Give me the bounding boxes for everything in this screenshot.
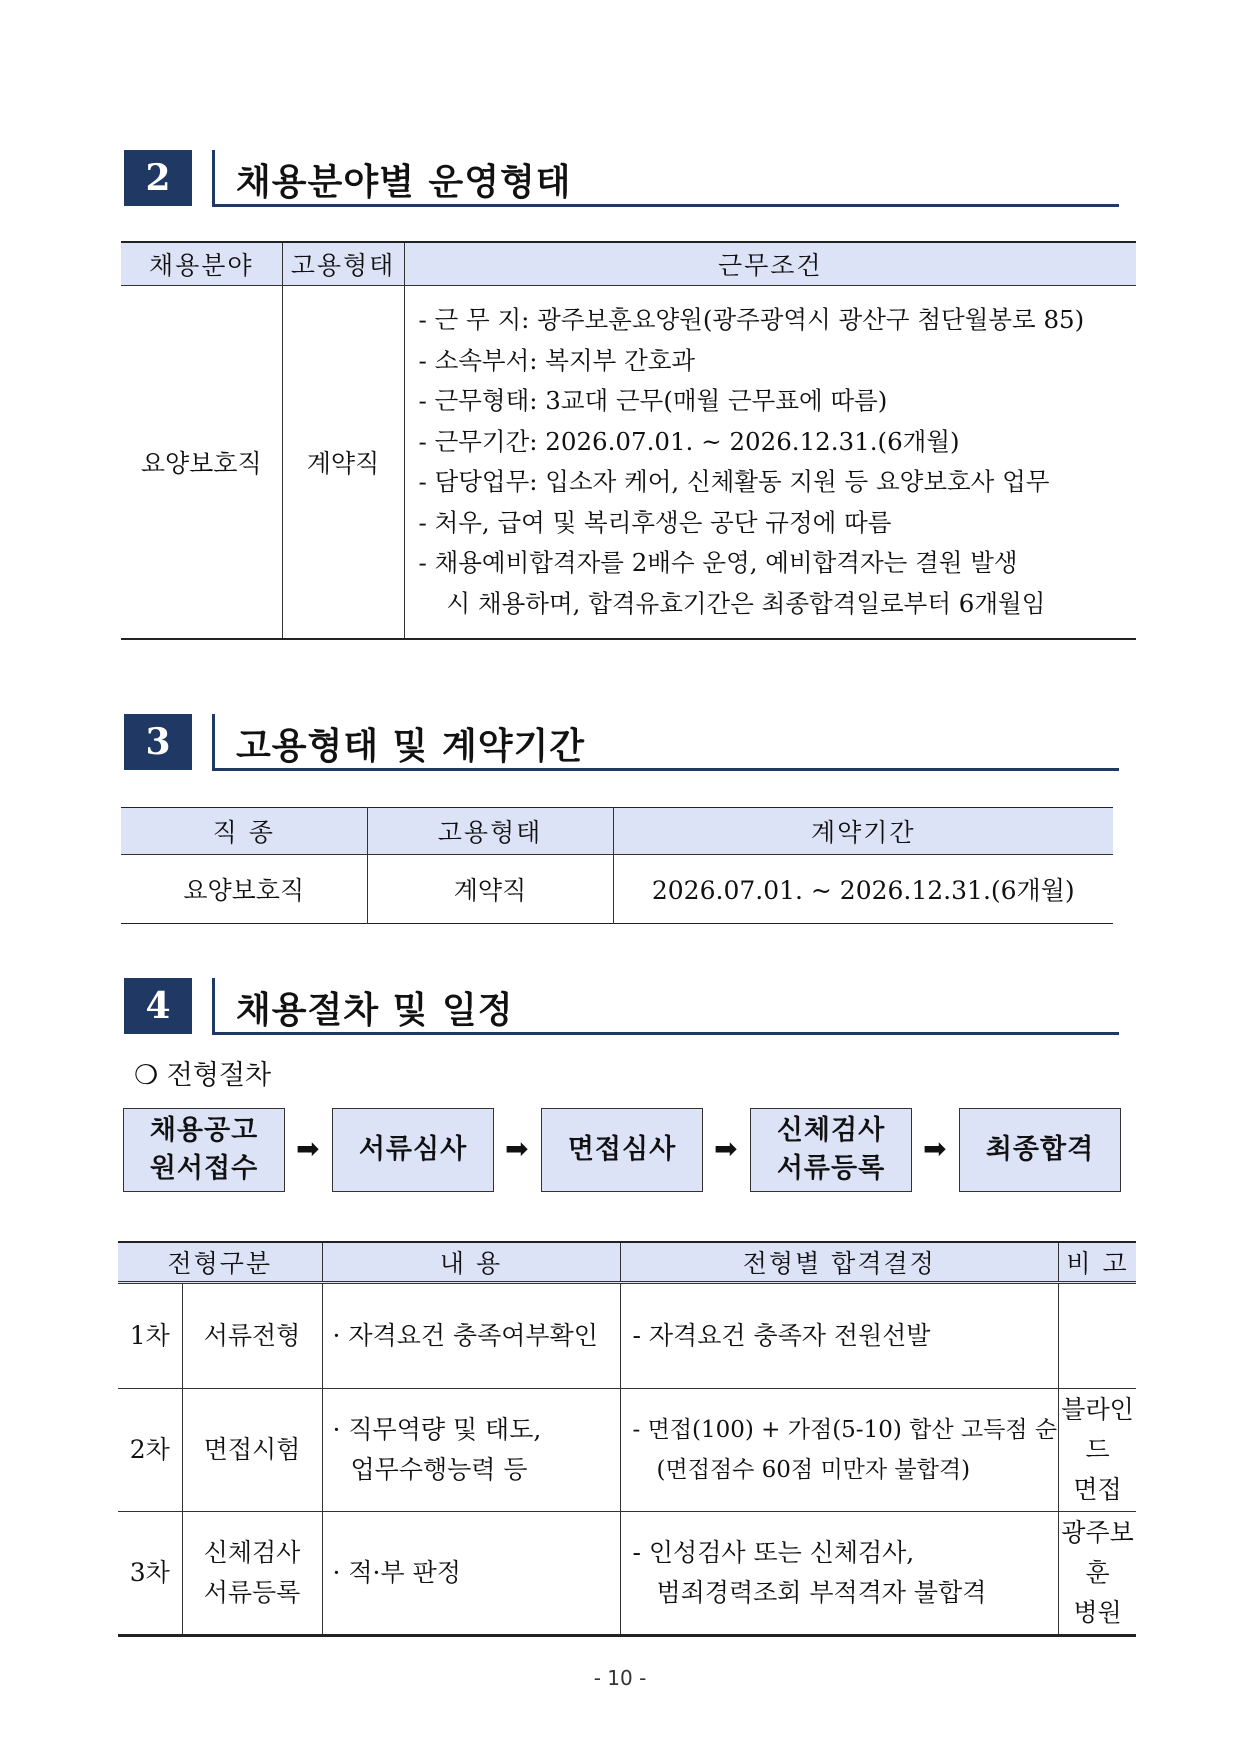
section-3-header (124, 714, 1124, 772)
section-title: 고용형태 및 계약기간 (236, 726, 586, 767)
condition-line: - 근무기간: 2026.07.01. ~ 2026.12.31.(6개월) (418, 426, 960, 456)
recruitment-field-table (121, 241, 1136, 640)
stage-content: · 자격요건 충족여부확인 (322, 1283, 620, 1389)
section-title: 채용절차 및 일정 (236, 990, 514, 1031)
flow-step-line: 신체검사 (776, 1115, 886, 1146)
stage-note: 블라인드 면접 (1059, 1389, 1136, 1512)
condition-line: - 근 무 지: 광주보훈요양원(광주광역시 광산구 첨단월봉로 85) (418, 305, 1085, 334)
flow-step-line: 원서접수 (149, 1153, 259, 1184)
employment-cell: 계약직 (367, 855, 613, 924)
flow-step-line: 면접심사 (567, 1134, 677, 1165)
period-cell: 2026.07.01. ~ 2026.12.31.(6개월) (613, 855, 1113, 924)
flow-step-application (123, 1108, 285, 1192)
flow-step-physical (750, 1108, 912, 1192)
condition-line: - 처우, 급여 및 복리후생은 공단 규정에 따름 (418, 507, 892, 537)
flow-step-line: 최종합격 (985, 1134, 1095, 1165)
employment-cell: 계약직 (282, 286, 404, 640)
header-pass-decision: 전형별 합격결정 (620, 1242, 1059, 1283)
header-conditions: 근무조건 (404, 242, 1136, 286)
section-divider (212, 150, 215, 206)
stage-number: 1차 (118, 1283, 182, 1389)
stage-name: 신체검사 서류등록 (182, 1512, 322, 1636)
arrow-right-icon: ➡ (923, 1132, 947, 1165)
header-note: 비 고 (1059, 1242, 1136, 1283)
header-content: 내 용 (322, 1242, 620, 1283)
stage-pass-rule: - 면접(100) + 가점(5-10) 합산 고득점 순 (면접점수 60점 미만자 불합격) (620, 1389, 1059, 1512)
header-employment: 고용형태 (282, 242, 404, 286)
stage-content: · 직무역량 및 태도, 업무수행능력 등 (322, 1389, 620, 1512)
section-number: 3 (124, 714, 192, 770)
field-cell: 요양보호직 (121, 286, 282, 640)
stage-content: · 적·부 판정 (322, 1512, 620, 1636)
stage-pass-rule: - 인성검사 또는 신체검사, 범죄경력조회 부적격자 불합격 (620, 1512, 1059, 1636)
flow-step-line: 서류심사 (358, 1134, 468, 1165)
header-job: 직 종 (121, 808, 367, 855)
stage-number: 2차 (118, 1389, 182, 1512)
job-cell: 요양보호직 (121, 855, 367, 924)
stage-number: 3차 (118, 1512, 182, 1636)
table-row (118, 1389, 1136, 1512)
condition-line-continued: 시 채용하며, 합격유효기간은 최종합격일로부터 6개월임 (446, 588, 1046, 618)
section-number: 2 (124, 150, 192, 206)
table-row (118, 1283, 1136, 1389)
header-employment: 고용형태 (367, 808, 613, 855)
stage-note (1059, 1283, 1136, 1389)
arrow-right-icon: ➡ (296, 1132, 320, 1165)
condition-line: - 소속부서: 복지부 간호과 (418, 345, 696, 375)
section-4-header (124, 978, 1124, 1036)
arrow-right-icon: ➡ (505, 1132, 529, 1165)
flow-step-document (332, 1108, 494, 1192)
header-field: 채용분야 (121, 242, 282, 286)
condition-line: - 근무형태: 3교대 근무(매월 근무표에 따름) (418, 386, 888, 415)
header-stage: 전형구분 (118, 1242, 322, 1283)
contract-period-table (121, 807, 1113, 924)
process-label: ❍ 전형절차 (134, 1060, 272, 1091)
flow-step-final (959, 1108, 1121, 1192)
page-number: - 10 - (593, 1666, 647, 1690)
stage-pass-rule: - 자격요건 충족자 전원선발 (620, 1283, 1059, 1389)
selection-schedule-table (118, 1241, 1136, 1637)
section-number: 4 (124, 978, 192, 1034)
flow-step-line: 서류등록 (776, 1153, 886, 1184)
header-period: 계약기간 (613, 808, 1113, 855)
section-divider (212, 978, 215, 1034)
condition-line: - 담당업무: 입소자 케어, 신체활동 지원 등 요양보호사 업무 (418, 467, 1050, 496)
stage-note: 광주보훈 병원 (1059, 1512, 1136, 1636)
section-2-header (124, 150, 1124, 208)
flow-step-interview (541, 1108, 703, 1192)
arrow-right-icon: ➡ (714, 1132, 738, 1165)
stage-name: 서류전형 (182, 1283, 322, 1389)
condition-line: - 채용예비합격자를 2배수 운영, 예비합격자는 결원 발생 (418, 548, 1018, 577)
section-divider (212, 714, 215, 770)
section-title: 채용분야별 운영형태 (236, 162, 572, 203)
stage-name: 면접시험 (182, 1389, 322, 1512)
table-row (118, 1512, 1136, 1636)
flow-step-line: 채용공고 (149, 1115, 259, 1146)
conditions-cell (404, 286, 1136, 640)
